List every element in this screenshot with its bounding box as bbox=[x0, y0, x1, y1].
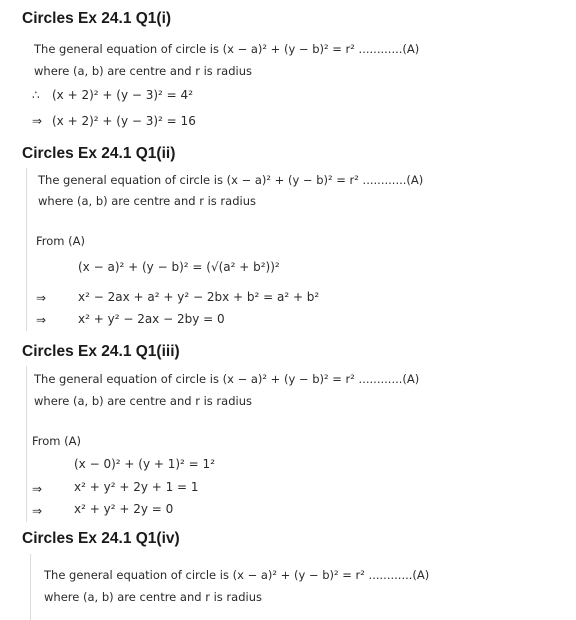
equation-line: x² + y² − 2ax − 2by = 0 bbox=[78, 312, 225, 326]
section-heading: Circles Ex 24.1 Q1(i) bbox=[22, 10, 172, 27]
implies-symbol: ⇒ bbox=[32, 114, 43, 128]
section-divider bbox=[26, 366, 27, 522]
section-heading: Circles Ex 24.1 Q1(iv) bbox=[22, 530, 180, 547]
section-heading: Circles Ex 24.1 Q1(ii) bbox=[22, 145, 176, 162]
equation-tag: ............(A) bbox=[362, 173, 424, 187]
general-text: The general equation of circle is bbox=[34, 372, 219, 386]
implies-symbol: ⇒ bbox=[36, 291, 47, 305]
where-line: where (a, b) are centre and r is radius bbox=[44, 590, 262, 604]
from-label: From (A) bbox=[36, 234, 85, 248]
where-line: where (a, b) are centre and r is radius bbox=[38, 194, 256, 208]
implies-symbol: ⇒ bbox=[36, 313, 47, 327]
general-eq: (x − a)² + (y − b)² = r² bbox=[222, 372, 355, 386]
therefore-symbol: ∴ bbox=[32, 88, 40, 102]
general-equation-line bbox=[34, 372, 419, 386]
equation-line: x² − 2ax + a² + y² − 2bx + b² = a² + b² bbox=[78, 290, 320, 304]
general-equation-line bbox=[44, 568, 429, 582]
general-equation-line bbox=[34, 42, 419, 56]
section-heading: Circles Ex 24.1 Q1(iii) bbox=[22, 343, 180, 360]
general-text: The general equation of circle is bbox=[44, 568, 229, 582]
section-divider bbox=[26, 168, 27, 331]
general-eq: (x − a)² + (y − b)² = r² bbox=[226, 173, 359, 187]
from-label: From (A) bbox=[32, 434, 81, 448]
equation-line: (x + 2)² + (y − 3)² = 4² bbox=[52, 88, 193, 102]
equation-tag: ............(A) bbox=[358, 42, 420, 56]
equation-line: x² + y² + 2y + 1 = 1 bbox=[74, 480, 199, 494]
equation-line: (x − 0)² + (y + 1)² = 1² bbox=[74, 457, 215, 471]
equation-line: (x − a)² + (y − b)² = (√(a² + b²))² bbox=[78, 260, 280, 274]
equation-tag: ............(A) bbox=[358, 372, 420, 386]
implies-symbol: ⇒ bbox=[32, 504, 43, 518]
where-line: where (a, b) are centre and r is radius bbox=[34, 64, 252, 78]
general-eq: (x − a)² + (y − b)² = r² bbox=[222, 42, 355, 56]
general-text: The general equation of circle is bbox=[34, 42, 219, 56]
general-equation-line bbox=[38, 173, 423, 187]
equation-line: (x + 2)² + (y − 3)² = 16 bbox=[52, 114, 196, 128]
equation-tag: ............(A) bbox=[368, 568, 430, 582]
where-line: where (a, b) are centre and r is radius bbox=[34, 394, 252, 408]
general-text: The general equation of circle is bbox=[38, 173, 223, 187]
section-divider bbox=[30, 554, 31, 620]
equation-line: x² + y² + 2y = 0 bbox=[74, 502, 174, 516]
implies-symbol: ⇒ bbox=[32, 482, 43, 496]
general-eq: (x − a)² + (y − b)² = r² bbox=[232, 568, 365, 582]
